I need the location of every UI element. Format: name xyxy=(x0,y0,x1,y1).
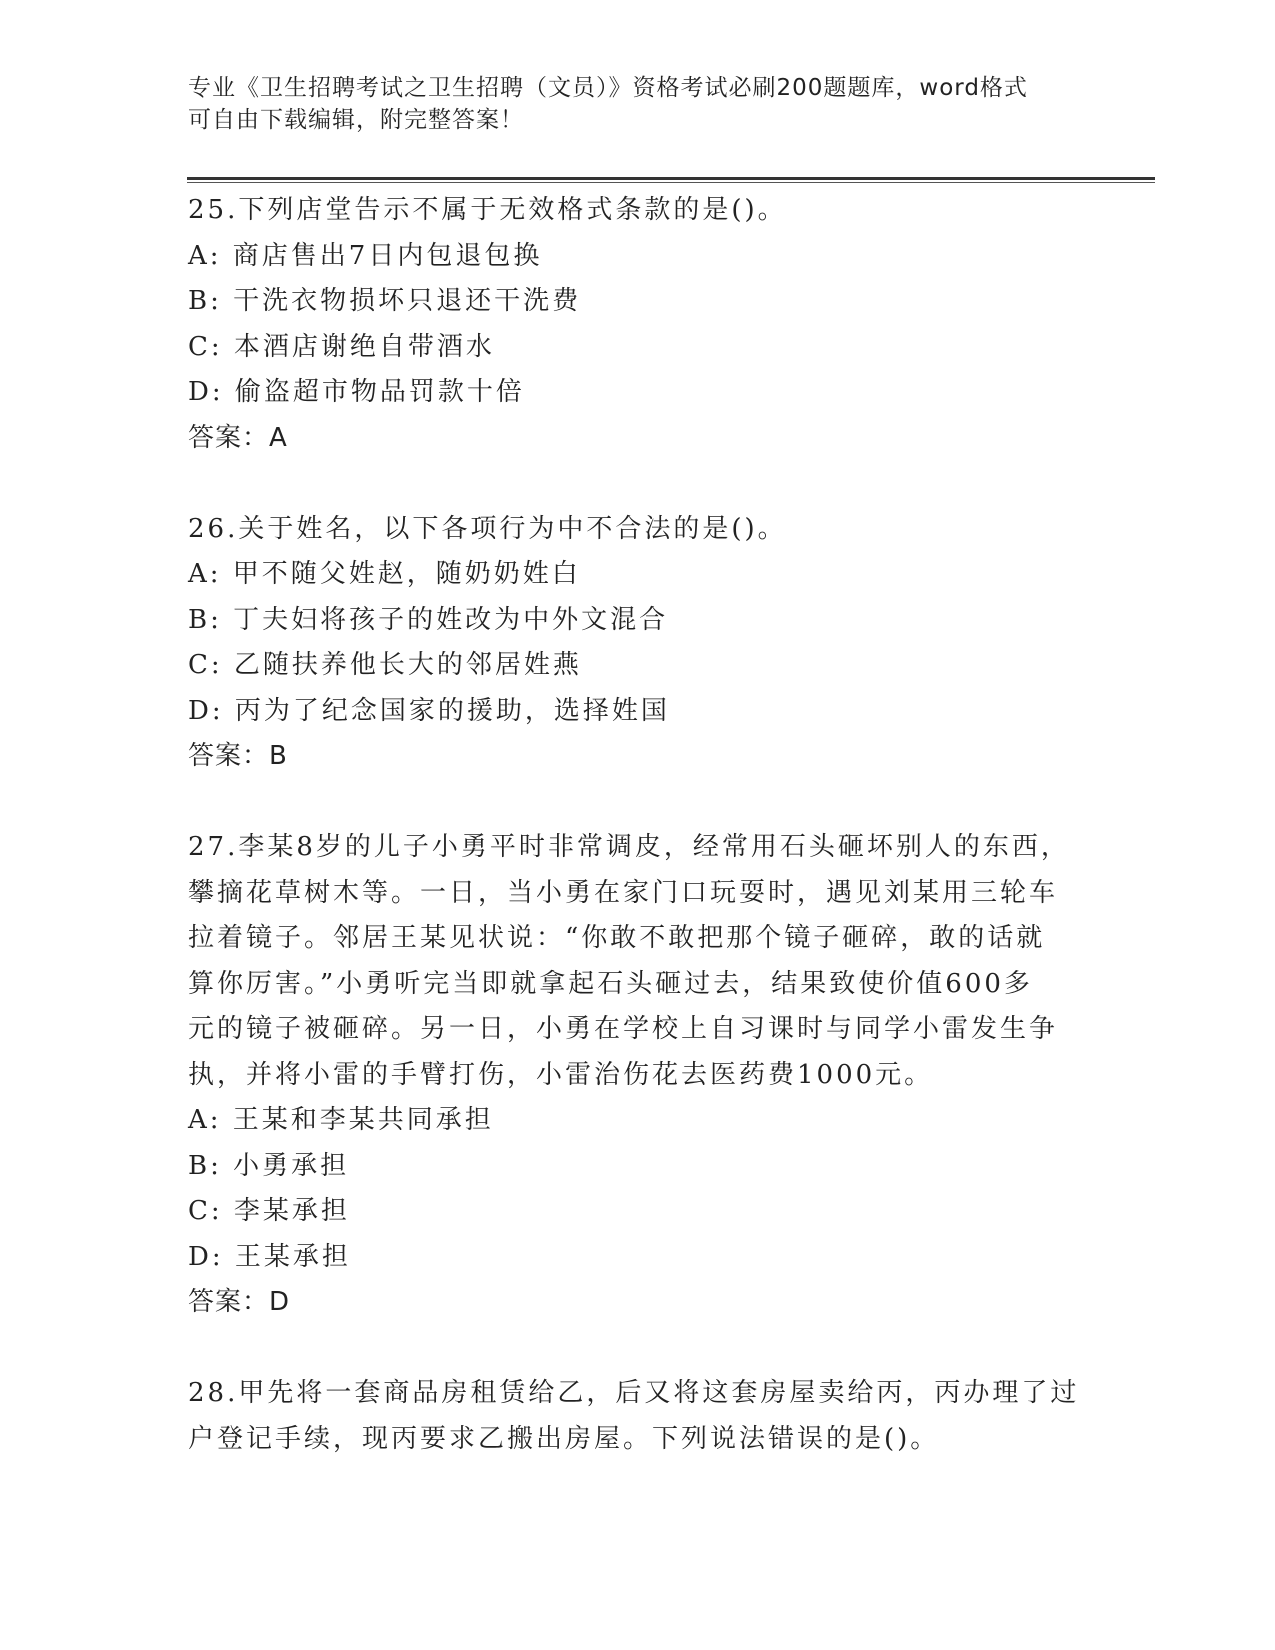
option-b: B: 干洗衣物损坏只退还干洗费 xyxy=(188,286,582,316)
question-stem: 27.李某8岁的儿子小勇平时非常调皮，经常用石头砸坏别人的东西， xyxy=(188,832,1070,862)
question-stem: 拉着镜子。邻居王某见状说：“你敢不敢把那个镜子砸碎，敢的话就 xyxy=(188,923,1046,953)
spacer xyxy=(188,780,1088,826)
question-list xyxy=(188,188,1088,1462)
question-25 xyxy=(188,188,1088,461)
option-b: B: 小勇承担 xyxy=(188,1150,350,1181)
option-c: C: 本酒店谢绝自带酒水 xyxy=(188,331,495,362)
header-divider-thin xyxy=(187,182,1155,183)
option-a: A: 王某和李某共同承担 xyxy=(188,1105,494,1135)
spacer xyxy=(188,1326,1088,1372)
question-26 xyxy=(188,507,1088,780)
option-c: C: 李某承担 xyxy=(188,1196,350,1226)
option-d: D: 王某承担 xyxy=(188,1241,351,1272)
document-header xyxy=(188,72,1068,136)
header-divider-thick xyxy=(187,177,1155,180)
answer: 答案：A xyxy=(188,422,288,453)
question-stem: 25.下列店堂告示不属于无效格式条款的是()。 xyxy=(188,195,787,225)
option-d: D: 丙为了纪念国家的援助，选择姓国 xyxy=(188,695,670,726)
question-28 xyxy=(188,1371,1088,1462)
question-stem: 攀摘花草树木等。一日，当小勇在家门口玩耍时，遇见刘某用三轮车 xyxy=(188,877,1059,908)
question-stem: 执，并将小雷的手臂打伤，小雷治伤花去医药费1000元。 xyxy=(188,1059,934,1090)
option-a: A: 商店售出7日内包退包换 xyxy=(188,240,543,271)
question-stem: 算你厉害。”小勇听完当即就拿起石头砸过去，结果致使价值600多 xyxy=(188,968,1033,999)
answer: 答案：D xyxy=(188,1287,291,1317)
option-d: D: 偷盗超市物品罚款十倍 xyxy=(188,377,525,407)
answer: 答案：B xyxy=(188,741,288,771)
option-c: C: 乙随扶养他长大的邻居姓燕 xyxy=(188,650,582,680)
question-stem: 户登记手续，现丙要求乙搬出房屋。下列说法错误的是()。 xyxy=(188,1423,940,1454)
question-27 xyxy=(188,825,1088,1326)
option-b: B: 丁夫妇将孩子的姓改为中外文混合 xyxy=(188,604,669,635)
spacer xyxy=(188,461,1088,507)
header-line: 专业《卫生招聘考试之卫生招聘（文员）》资格考试必刷200题题库，word格式 xyxy=(188,75,1028,101)
question-stem: 28.甲先将一套商品房租赁给乙，后又将这套房屋卖给丙，丙办理了过 xyxy=(188,1378,1080,1408)
header-line: 可自由下载编辑，附完整答案！ xyxy=(188,107,524,133)
question-stem: 26.关于姓名，以下各项行为中不合法的是()。 xyxy=(188,513,787,544)
option-a: A: 甲不随父姓赵，随奶奶姓白 xyxy=(188,559,581,589)
question-stem: 元的镜子被砸碎。另一日，小勇在学校上自习课时与同学小雷发生争 xyxy=(188,1014,1059,1044)
